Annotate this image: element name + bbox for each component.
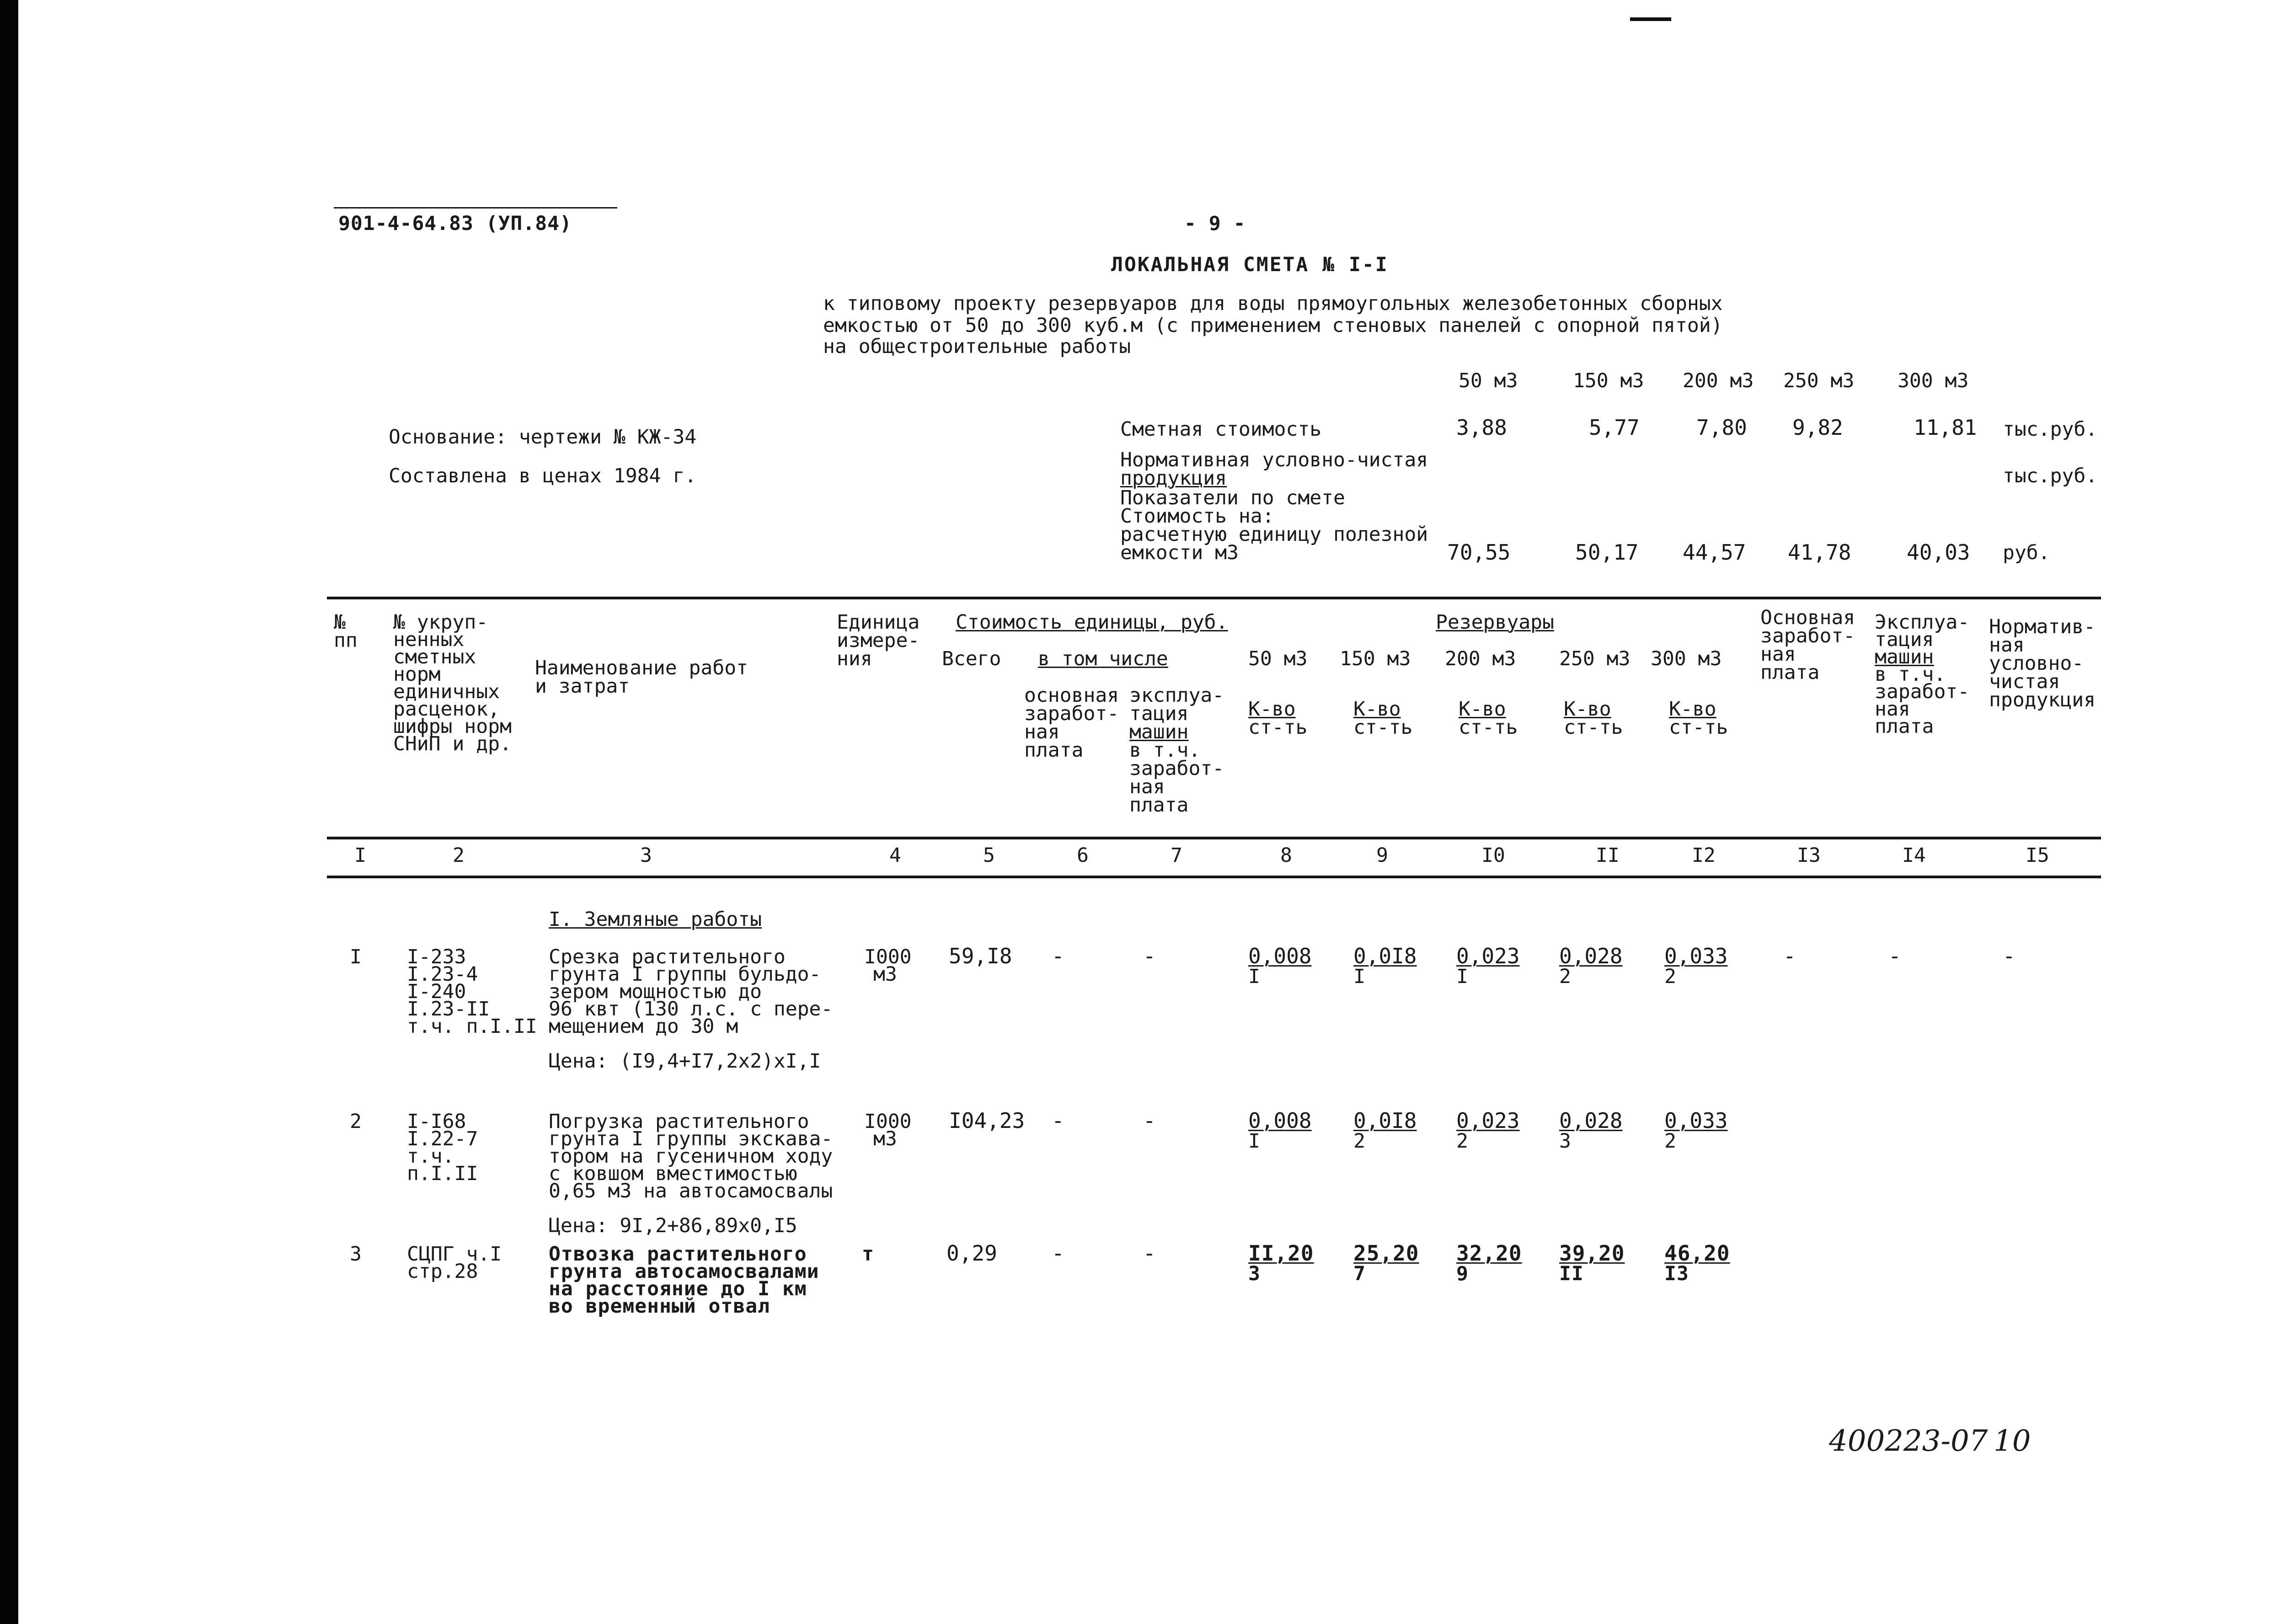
- summary-capacity: 50 м3: [1459, 369, 1518, 392]
- th-codes: сметных: [393, 646, 476, 668]
- row-net-output: -: [2003, 944, 2016, 968]
- res-qty-cost: $\frac{0,028}{2}$: [1559, 944, 1623, 988]
- column-number: I4: [1902, 844, 1926, 867]
- row-code: СЦПГ ч.I: [407, 1243, 502, 1266]
- column-number: 2: [453, 844, 465, 867]
- row-name: тором на гусеничном ходу: [549, 1145, 833, 1168]
- th-codes: СНиП и др.: [393, 732, 512, 755]
- row-number: 3: [350, 1243, 362, 1266]
- th-name: и затрат: [535, 675, 630, 698]
- th-total: Всего: [942, 647, 1001, 670]
- summary-value: 7,80: [1696, 415, 1747, 440]
- scan-edge-bar: [0, 0, 18, 1624]
- summary-value: 9,82: [1792, 415, 1843, 440]
- th-machines: плата: [1129, 794, 1189, 817]
- th-res-cap: 150 м3: [1340, 647, 1411, 670]
- row-total: I04,23: [949, 1108, 1025, 1133]
- th-unit: измере-: [837, 629, 920, 652]
- row-name: Погрузка растительного: [549, 1110, 809, 1133]
- res-qty-cost: $\frac{0,008}{I}$: [1248, 1108, 1312, 1153]
- row-unit: I000: [864, 946, 912, 968]
- th-unit: Единица: [837, 611, 920, 634]
- th-wage: ная: [1024, 721, 1060, 743]
- column-number: 7: [1171, 844, 1182, 867]
- th-net-output: чистая: [1989, 670, 2060, 693]
- th-kvo: ст-ть: [1459, 716, 1518, 739]
- res-qty-cost: $\frac{0,0I8}{I}$: [1353, 944, 1417, 988]
- th-kvo: К-во: [1564, 698, 1611, 721]
- th-machines: тация: [1129, 702, 1189, 725]
- th-machine-exp: машин: [1875, 646, 1934, 668]
- res-qty-cost: $\frac{0,023}{2}$: [1456, 1108, 1520, 1153]
- column-number: I3: [1797, 844, 1821, 867]
- row-machines: -: [1143, 944, 1156, 968]
- scan-mark: [1630, 17, 1671, 21]
- summary-label: продукция: [1120, 467, 1227, 490]
- document-title: ЛОКАЛЬНАЯ СМЕТА № I-I: [1111, 253, 1389, 276]
- summary-value: 40,03: [1907, 540, 1970, 565]
- row-name: грунта автосамосвалами: [549, 1260, 819, 1283]
- column-number: 8: [1280, 844, 1292, 867]
- th-codes: норм: [393, 663, 441, 686]
- th-machine-exp: в т.ч.: [1875, 663, 1946, 686]
- row-name: грунта I группы экскава-: [549, 1127, 833, 1150]
- row-code: I-233: [407, 946, 466, 968]
- res-qty-cost: $\frac{25,20}{7}$: [1353, 1241, 1419, 1285]
- res-qty-cost: $\frac{0,0I8}{2}$: [1353, 1108, 1417, 1153]
- th-net-output: ная: [1989, 634, 2025, 657]
- row-price-note: Цена: 9I,2+86,89x0,I5: [549, 1214, 797, 1237]
- res-qty-cost: $\frac{0,008}{I}$: [1248, 944, 1312, 988]
- row-machines: -: [1143, 1108, 1156, 1133]
- th-res-cap: 50 м3: [1248, 647, 1308, 670]
- summary-value: 44,57: [1683, 540, 1746, 565]
- prices-text: Составлена в ценах 1984 г.: [389, 465, 697, 487]
- summary-label: Сметная стоимость: [1120, 418, 1322, 441]
- th-wage: плата: [1024, 739, 1084, 762]
- row-name: мещением до 30 м: [549, 1015, 738, 1038]
- row-code: п.I.II: [407, 1162, 478, 1185]
- summary-value: 50,17: [1575, 540, 1639, 565]
- th-codes: расценок,: [393, 698, 500, 721]
- column-number: I0: [1481, 844, 1505, 867]
- row-wage: -: [1052, 944, 1064, 968]
- th-kvo: ст-ть: [1564, 716, 1623, 739]
- row-base-wage: -: [1783, 944, 1796, 968]
- header-bottom-rule: [327, 837, 2101, 839]
- summary-unit: тыс.руб.: [2003, 465, 2098, 487]
- th-machines: ная: [1129, 775, 1165, 798]
- row-code: т.ч. п.I.II: [407, 1015, 537, 1038]
- th-base-wage: плата: [1760, 661, 1820, 684]
- section-title: I. Земляные работы: [549, 908, 762, 931]
- th-codes: шифры норм: [393, 715, 512, 738]
- res-qty-cost: $\frac{0,028}{3}$: [1559, 1108, 1623, 1153]
- th-net-output: продукция: [1989, 689, 2096, 711]
- row-price-note: Цена: (I9,4+I7,2x2)xI,I: [549, 1050, 821, 1073]
- row-code: I.23-4: [407, 963, 478, 986]
- th-cost-group: Стоимость единицы, руб.: [956, 611, 1228, 634]
- summary-label: расчетную единицу полезной: [1120, 523, 1428, 546]
- th-res-cap: 300 м3: [1651, 647, 1722, 670]
- subtitle-line-1: к типовому проекту резервуаров для воды прямоугольных железобетонных сборных: [823, 292, 1723, 315]
- res-qty-cost: $\frac{0,023}{I}$: [1456, 944, 1520, 988]
- res-qty-cost: $\frac{0,033}{2}$: [1664, 1108, 1728, 1153]
- summary-unit: руб.: [2003, 541, 2050, 564]
- row-total: 0,29: [946, 1241, 997, 1266]
- summary-value: 5,77: [1589, 415, 1640, 440]
- th-base-wage: ная: [1760, 643, 1796, 666]
- res-qty-cost: $\frac{0,033}{2}$: [1664, 944, 1728, 988]
- th-kvo: К-во: [1248, 698, 1296, 721]
- row-number: I: [350, 946, 362, 968]
- th-kvo: К-во: [1669, 698, 1716, 721]
- res-qty-cost: $\frac{32,20}{9}$: [1456, 1241, 1522, 1285]
- th-machines: в т.ч.: [1129, 739, 1201, 762]
- th-machines: заработ-: [1129, 757, 1224, 780]
- summary-label: Стоимость на:: [1120, 505, 1274, 528]
- doc-code-rule: [334, 207, 617, 208]
- doc-code: 901-4-64.83 (УП.84): [338, 212, 572, 235]
- subtitle-line-2: емкостью от 50 до 300 куб.м (с применением стеновых панелей с опорной пятой): [823, 314, 1723, 337]
- row-wage: -: [1052, 1108, 1064, 1133]
- row-name: 0,65 м3 на автосамосвалы: [549, 1180, 833, 1202]
- archive-number: 400223-07: [1829, 1424, 1988, 1458]
- column-number: 3: [640, 844, 652, 867]
- row-wage: -: [1052, 1241, 1064, 1266]
- th-machine-exp: заработ-: [1875, 680, 1970, 703]
- row-unit: м3: [873, 963, 897, 986]
- th-machine-exp: тация: [1875, 628, 1934, 651]
- th-machines: эксплуа-: [1129, 684, 1224, 707]
- basis-text: Основание: чертежи № КЖ-34: [389, 426, 697, 449]
- th-res-cap: 200 м3: [1445, 647, 1516, 670]
- th-including: в том числе: [1038, 647, 1168, 670]
- row-machines: -: [1143, 1241, 1156, 1266]
- row-unit: I000: [864, 1110, 912, 1133]
- summary-value: 11,81: [1914, 415, 1977, 440]
- summary-value: 3,88: [1456, 415, 1507, 440]
- th-codes: единичных: [393, 680, 500, 703]
- row-unit: т: [862, 1243, 874, 1266]
- column-numbers-rule: [327, 876, 2101, 878]
- row-name: во временный отвал: [549, 1295, 770, 1318]
- th-net-output: условно-: [1989, 652, 2084, 675]
- summary-capacity: 150 м3: [1573, 369, 1644, 392]
- th-kvo: ст-ть: [1669, 716, 1728, 739]
- row-total: 59,I8: [949, 944, 1012, 968]
- row-code: I.23-II: [407, 998, 490, 1020]
- summary-label: Нормативная условно-чистая: [1120, 449, 1428, 471]
- th-no: пп: [334, 629, 358, 652]
- column-number: 6: [1077, 844, 1089, 867]
- th-name: Наименование работ: [535, 657, 748, 679]
- row-unit: м3: [873, 1127, 897, 1150]
- summary-capacity: 300 м3: [1898, 369, 1969, 392]
- th-wage: заработ-: [1024, 702, 1119, 725]
- th-net-output: Норматив-: [1989, 615, 2096, 638]
- column-number: 4: [889, 844, 901, 867]
- th-wage: основная: [1024, 684, 1119, 707]
- th-reservoirs-group: Резервуары: [1436, 611, 1554, 634]
- row-code: I.22-7: [407, 1127, 478, 1150]
- page-number: - 9 -: [1184, 212, 1246, 235]
- row-name: Отвозка растительного: [549, 1243, 807, 1266]
- row-code: I-240: [407, 980, 466, 1003]
- th-no: №: [334, 611, 346, 634]
- summary-label: емкости м3: [1120, 541, 1239, 564]
- row-number: 2: [350, 1110, 362, 1133]
- th-base-wage: заработ-: [1760, 625, 1855, 647]
- column-number: I5: [2026, 844, 2049, 867]
- row-machine-exp: -: [1888, 944, 1901, 968]
- summary-unit: тыс.руб.: [2003, 418, 2098, 441]
- th-codes: № укруп-: [393, 611, 488, 634]
- column-number: II: [1596, 844, 1620, 867]
- row-code: стр.28: [407, 1260, 478, 1283]
- row-code: I-I68: [407, 1110, 466, 1133]
- row-name: 96 квт (130 л.с. с пере-: [549, 998, 833, 1020]
- res-qty-cost: $\frac{39,20}{II}$: [1559, 1241, 1625, 1285]
- th-res-cap: 250 м3: [1559, 647, 1631, 670]
- column-number: 5: [983, 844, 995, 867]
- summary-value: 70,55: [1447, 540, 1511, 565]
- th-machine-exp: ная: [1875, 698, 1910, 721]
- table-top-rule: [327, 597, 2101, 599]
- row-name: с ковшом вместимостью: [549, 1162, 797, 1185]
- th-kvo: К-во: [1353, 698, 1401, 721]
- row-name: Срезка растительного: [549, 946, 786, 968]
- th-kvo: ст-ть: [1353, 716, 1413, 739]
- res-qty-cost: $\frac{46,20}{I3}$: [1664, 1241, 1730, 1285]
- th-unit: ния: [837, 647, 872, 670]
- row-name: на расстояние до I км: [549, 1277, 807, 1300]
- column-number: I2: [1692, 844, 1716, 867]
- sheet-number: 10: [1994, 1424, 2031, 1458]
- summary-capacity: 250 м3: [1783, 369, 1855, 392]
- th-base-wage: Основная: [1760, 606, 1855, 629]
- th-kvo: К-во: [1459, 698, 1506, 721]
- th-machine-exp: Эксплуа-: [1875, 611, 1970, 634]
- column-number: I: [354, 844, 366, 867]
- column-number: 9: [1376, 844, 1388, 867]
- th-machines: машин: [1129, 721, 1189, 743]
- th-machine-exp: плата: [1875, 715, 1934, 738]
- row-name: грунта I группы бульдо-: [549, 963, 821, 986]
- row-code: т.ч.: [407, 1145, 454, 1168]
- summary-label: Показатели по смете: [1120, 486, 1345, 509]
- subtitle-line-3: на общестроительные работы: [823, 335, 1131, 358]
- th-codes: ненных: [393, 628, 465, 651]
- summary-capacity: 200 м3: [1683, 369, 1754, 392]
- row-name: зером мощностью до: [549, 980, 762, 1003]
- th-kvo: ст-ть: [1248, 716, 1308, 739]
- summary-value: 41,78: [1788, 540, 1851, 565]
- res-qty-cost: $\frac{II,20}{3}$: [1248, 1241, 1314, 1285]
